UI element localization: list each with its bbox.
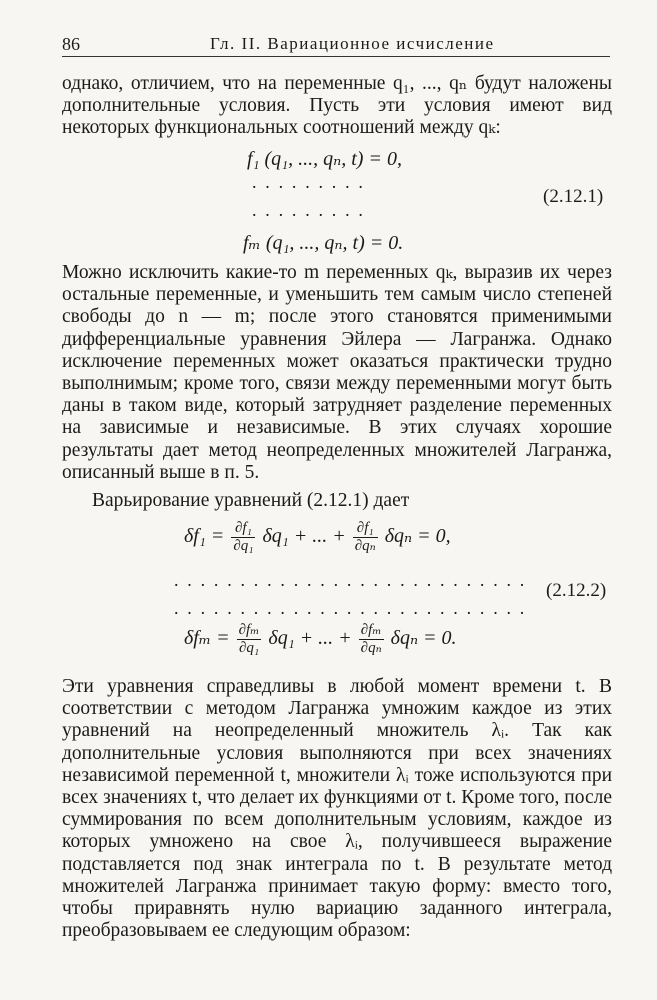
- eq2-l2-fraction-1: [237, 622, 262, 657]
- eq2-l1-lhs: δf₁ =: [184, 525, 225, 548]
- eq2-l1-fraction-2: [353, 520, 378, 555]
- eq2-l2-lhs: δfₘ =: [184, 627, 230, 650]
- equation-1-dots-2: .........: [252, 200, 372, 220]
- eq2-l2-end: δqₙ = 0.: [390, 627, 457, 650]
- paragraph-3: Варьирование уравнений (2.12.1) дает: [92, 490, 410, 511]
- eq2-l1-fraction-1: [231, 520, 255, 555]
- equation-1-dots-1: .........: [252, 172, 372, 192]
- paragraph-2: Можно исключить какие-то m переменных qₖ, выразив их через остальные переменные, и уменьшить тем самым число степеней свободы до n — m; после этого становятся применимыми дифференциальные уравнения Эйлера — Лагранжа. Однако исключение переменных может оказаться практически трудно выполнимым; кроме того, связи между переменными могут быть даны в таком виде, который затрудняет разделение переменных на зависимые и независимые. В этих случаях хорошие результаты дает метод неопределенных множителей Лагранжа, описанный выше в п. 5.: [62, 262, 612, 483]
- running-head: Гл. II. Вариационное исчисление: [210, 34, 495, 53]
- eq2-l2-fraction-2: [359, 622, 384, 657]
- equation-1-number: (2.12.1): [543, 186, 604, 207]
- eq2-l1-end: δqₙ = 0,: [384, 525, 451, 548]
- header-rule: [62, 56, 610, 57]
- eq2-l1-frac2-num: ∂f₁: [353, 520, 378, 538]
- eq2-l1-frac1-num: ∂f₁: [231, 520, 255, 538]
- equation-2-line-1: [184, 520, 451, 555]
- eq2-l2-mid: δq₁ + ... +: [268, 627, 352, 650]
- eq2-l1-frac1-den: ∂q₁: [233, 538, 254, 554]
- paragraph-1: однако, отличием, что на переменные q₁, ..., qₙ будут наложены дополнительные условия. Пусть эти условия имеют вид некоторых функциональных соотношений между qₖ:: [62, 73, 612, 139]
- equation-2-number: (2.12.2): [546, 580, 607, 601]
- page-header: [62, 34, 610, 58]
- equation-1-line-last: fₘ (q₁, ..., qₙ, t) = 0.: [243, 232, 404, 254]
- equation-1-line-1: f₁ (q₁, ..., qₙ, t) = 0,: [247, 148, 402, 170]
- equation-2-dots-1: ...........................: [174, 570, 534, 590]
- paragraph-4: Эти уравнения справедливы в любой момент времени t. В соответствии с методом Лагранжа умножим каждое из этих уравнений на неопределенный множитель λᵢ. Так как дополнительные условия выполняются при всех значениях независимой переменной t, множители λᵢ тоже используются при всех значениях t, что делает их функциями от t. Кроме того, после суммирования по всем дополнительным условиям, каждое из которых умножено на свое λᵢ, получившееся выражение подставляется под знак интеграла по t. В результате метод множителей Лагранжа принимает такую форму: вместо того, чтобы приравнять нулю вариацию заданного интеграла, преобразовываем ее следующим образом:: [62, 676, 612, 942]
- eq2-l1-mid: δq₁ + ... +: [262, 525, 346, 548]
- equation-2-dots-2: ...........................: [174, 598, 534, 618]
- equation-2-line-2: [184, 622, 457, 657]
- eq2-l2-frac1-num: ∂fₘ: [238, 622, 260, 638]
- eq2-l2-frac1-den: ∂q₁: [238, 640, 260, 656]
- eq2-l2-frac2-num: ∂fₘ: [359, 622, 384, 640]
- eq2-l1-frac2-den: ∂qₙ: [354, 538, 376, 554]
- eq2-l2-frac2-den: ∂qₙ: [360, 640, 382, 656]
- page-number: 86: [62, 34, 80, 54]
